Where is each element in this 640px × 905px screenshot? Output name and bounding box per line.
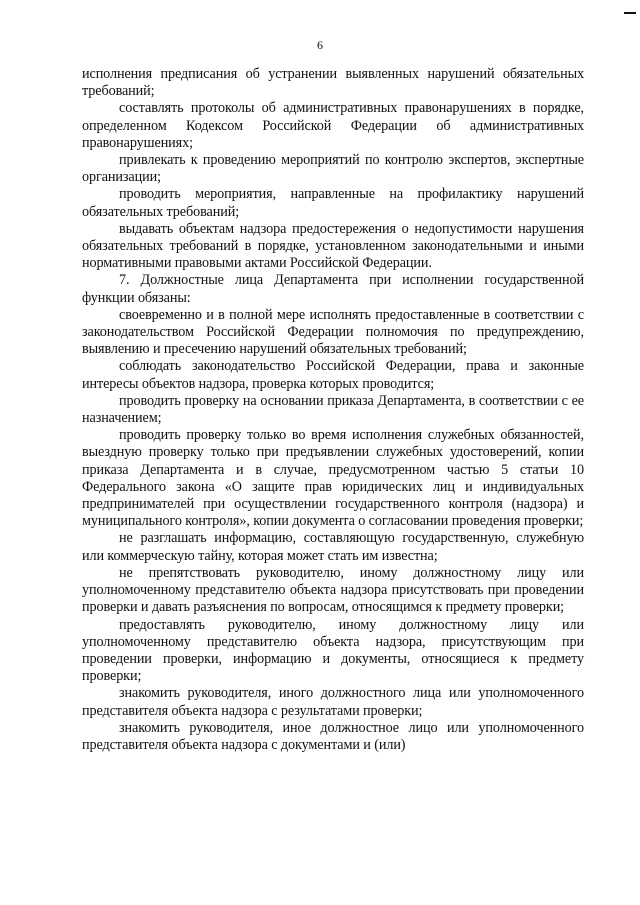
paragraph-9: проводить проверку на основании приказа Департамента, в соответствии с ее назначением; bbox=[82, 392, 584, 427]
page-number: 6 bbox=[317, 38, 323, 52]
paragraph-14: знакомить руководителя, иного должностного лица или уполномоченного представителя объекта надзора с результатами проверки; bbox=[82, 685, 584, 719]
paragraph-1: исполнения предписания об устранении выявленных нарушений обязательных требований; bbox=[82, 66, 584, 100]
paragraph-7: своевременно и в полной мере исполнять предоставленные в соответствии с законодательством Российской Федерации полномочия по предупреждению, выявлению и пресечению нарушений обязательных требований; bbox=[82, 306, 584, 358]
paragraph-8: соблюдать законодательство Российской Федерации, права и законные интересы объектов надзора, проверка которых проводится; bbox=[82, 358, 584, 392]
paragraph-15: знакомить руководителя, иное должностное лицо или уполномоченного представителя объекта надзора с документами и (или) bbox=[82, 719, 584, 753]
paragraph-12: не препятствовать руководителю, иному должностному лицу или уполномоченному представителю объекта надзора присутствовать при проведении проверки и давать разъяснения по вопросам, относящимся к предмету проверки; bbox=[82, 564, 584, 616]
paragraph-2: составлять протоколы об административных правонарушениях в порядке, определенном Кодексом Российской Федерации об административных правонарушениях; bbox=[82, 100, 584, 151]
paragraph-10: проводить проверку только во время исполнения служебных обязанностей, выездную проверку только при предъявлении служебных удостоверений, копии приказа Департамента и в случае, предусмотренном частью 5 статьи 10 Федерального закона «О защите прав юридических лиц и индивидуальных предпринимателей при осуществлении государственного контроля (надзора) и муниципального контроля», копии документа о согласовании проведения проверки; bbox=[82, 427, 584, 530]
paragraph-11: не разглашать информацию, составляющую государственную, служебную или коммерческую тайну, которая может стать им известна; bbox=[82, 530, 584, 564]
paragraph-5: выдавать объектам надзора предостережения о недопустимости нарушения обязательных требований в порядке, установленном законодательными и иными нормативными правовыми актами Российской Федерации. bbox=[82, 220, 584, 272]
paragraph-4: проводить мероприятия, направленные на профилактику нарушений обязательных требований; bbox=[82, 186, 584, 220]
paragraph-13: предоставлять руководителю, иному должностному лицу или уполномоченному представителю объекта надзора, присутствующим при проведении проверки, информацию и документы, относящиеся к предмету проверки; bbox=[82, 616, 584, 685]
paragraph-3: привлекать к проведению мероприятий по контролю экспертов, экспертные организации; bbox=[82, 152, 584, 186]
paragraph-6: 7. Должностные лица Департамента при исполнении государственной функции обязаны: bbox=[82, 272, 584, 306]
scan-corner-mark bbox=[624, 12, 636, 14]
document-body bbox=[82, 66, 584, 754]
